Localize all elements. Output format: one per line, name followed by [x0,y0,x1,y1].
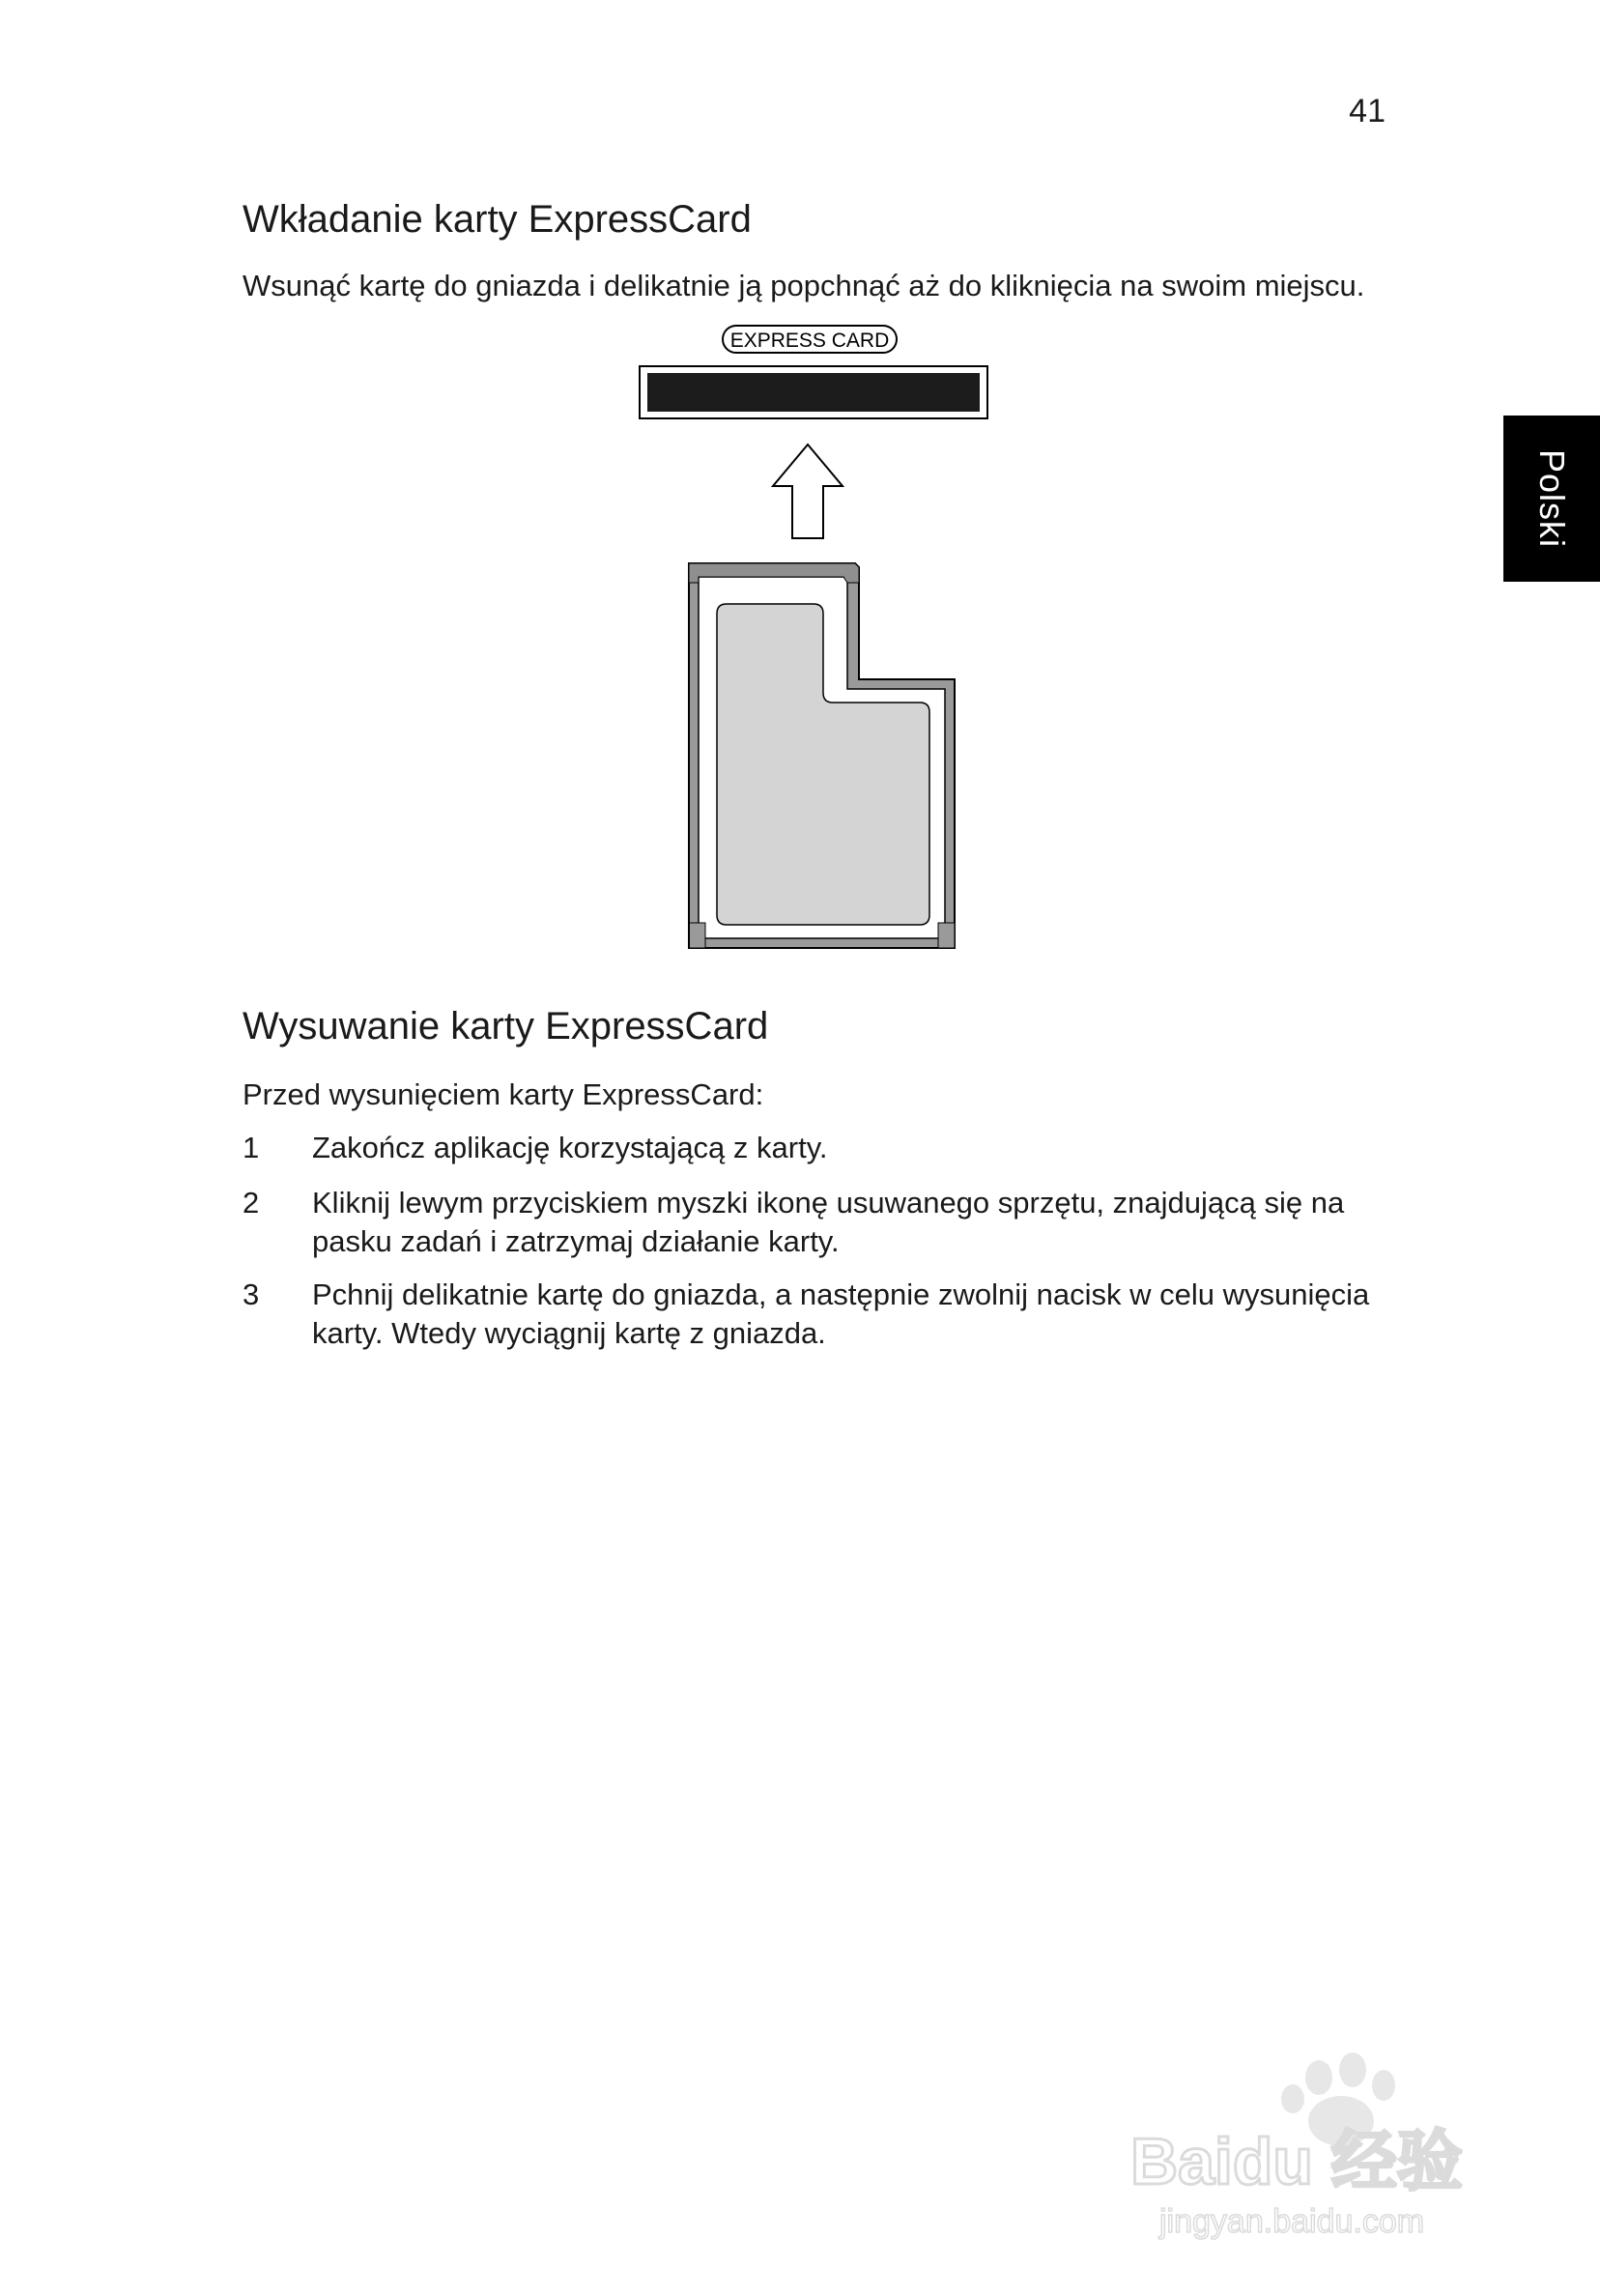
list-item [243,1129,1402,1167]
expresscard-label-area [717,604,929,925]
insert-instruction: Wsunąć kartę do gniazda i delikatnie ją popchnąć aż do kliknięcia na swoim miejscu. [243,269,1365,302]
section-title-remove: Wysuwanie karty ExpressCard [243,1005,769,1048]
list-item-number: 3 [243,1277,260,1311]
slot-label: EXPRESS CARD [729,330,890,352]
expresscard-insert-figure [618,324,1005,952]
watermark-brand: Baidu 经验 [1130,2125,1463,2198]
language-tab-label: Polski [1532,448,1572,549]
list-item-text: Zakończ aplikację korzystającą z karty. [312,1131,828,1164]
watermark-url: jingyan.baidu.com [1159,2203,1425,2240]
section-title-insert: Wkładanie karty ExpressCard [243,198,752,241]
card-slot-opening [647,373,980,412]
list-item-text: Pchnij delikatnie kartę do gniazda, a następnie zwolnij nacisk w celu wysunięcia karty. Wtedy wyciągnij kartę z gniazda. [312,1277,1370,1350]
list-item-number: 2 [243,1186,260,1220]
insert-arrow-icon [773,445,843,538]
baidu-watermark [1121,2039,1527,2242]
language-tab [1503,416,1600,582]
list-item [243,1184,1402,1261]
list-item-text: Kliknij lewym przyciskiem myszki ikonę usuwanego sprzętu, znajdującą się na pasku zadań i zatrzymaj działanie karty. [312,1186,1345,1258]
list-item-number: 1 [243,1131,260,1164]
page-number: 41 [1349,93,1386,129]
list-item [243,1276,1402,1353]
remove-intro: Przed wysunięciem karty ExpressCard: [243,1077,764,1111]
